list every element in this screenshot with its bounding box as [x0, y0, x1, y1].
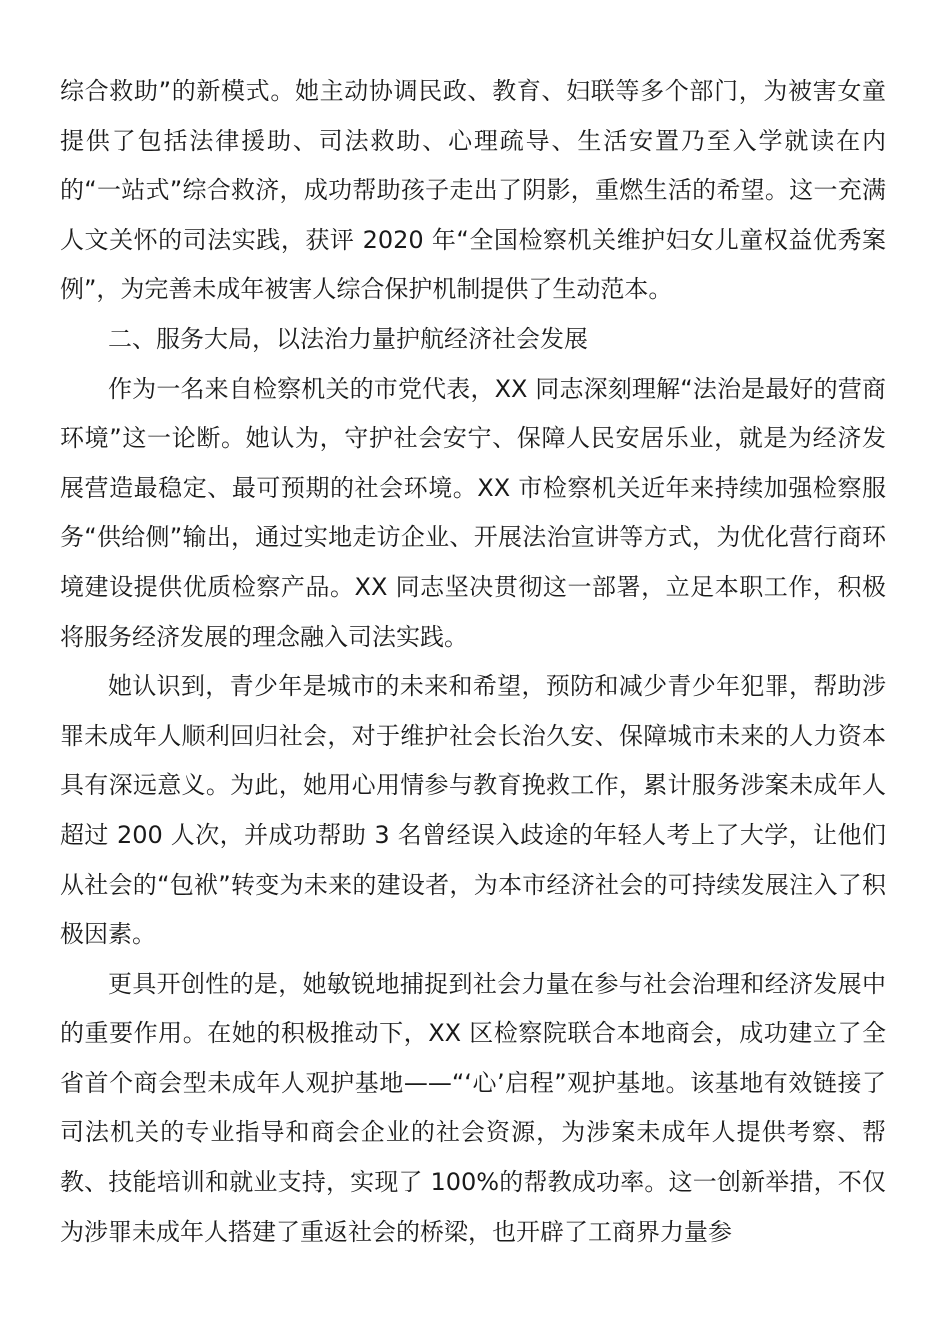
paragraph: 她认识到，青少年是城市的未来和希望，预防和减少青少年犯罪，帮助涉罪未成年人顺利回归社会，对于维护社会长治久安、保障城市未来的人力资本具有深远意义。为此，她用心用情参与教育挽救工作，累计服务涉案未成年人超过 200 人次，并成功帮助 3 名曾经误入歧途的年轻人考上了大学，让他们从社会的“包袱”转变为未来的建设者，为本市经济社会的可持续发展注入了积极因素。 — [60, 672, 886, 949]
section-heading: 二、服务大局，以法治力量护航经济社会发展 — [108, 324, 588, 353]
document-body — [60, 67, 886, 1257]
paragraph: 更具开创性的是，她敏锐地捕捉到社会力量在参与社会治理和经济发展中的重要作用。在她的积极推动下，XX 区检察院联合本地商会，成功建立了全省首个商会型未成年人观护基地——“‘心’启程”观护基地。该基地有效链接了司法机关的专业指导和商会企业的社会资源，为涉案未成年人提供考察、帮教、技能培训和就业支持，实现了 100%的帮教成功率。这一创新举措，不仅为涉罪未成年人搭建了重返社会的桥梁，也开辟了工商界力量参 — [60, 969, 886, 1246]
paragraph-continuation: 综合救助”的新模式。她主动协调民政、教育、妇联等多个部门，为被害女童提供了包括法律援助、司法救助、心理疏导、生活安置乃至入学就读在内的“一站式”综合救济，成功帮助孩子走出了阴影，重燃生活的希望。这一充满人文关怀的司法实践，获评 2020 年“全国检察机关维护妇女儿童权益优秀案例”，为完善未成年被害人综合保护机制提供了生动范本。 — [60, 77, 886, 304]
paragraph: 作为一名来自检察机关的市党代表，XX 同志深刻理解“法治是最好的营商环境”这一论断。她认为，守护社会安宁、保障人民安居乐业，就是为经济发展营造最稳定、最可预期的社会环境。XX 市检察机关近年来持续加强检察服务“供给侧”输出，通过实地走访企业、开展法治宣讲等方式，为优化营行商环境建设提供优质检察产品。XX 同志坚决贯彻这一部署，立足本职工作，积极将服务经济发展的理念融入司法实践。 — [60, 374, 886, 651]
